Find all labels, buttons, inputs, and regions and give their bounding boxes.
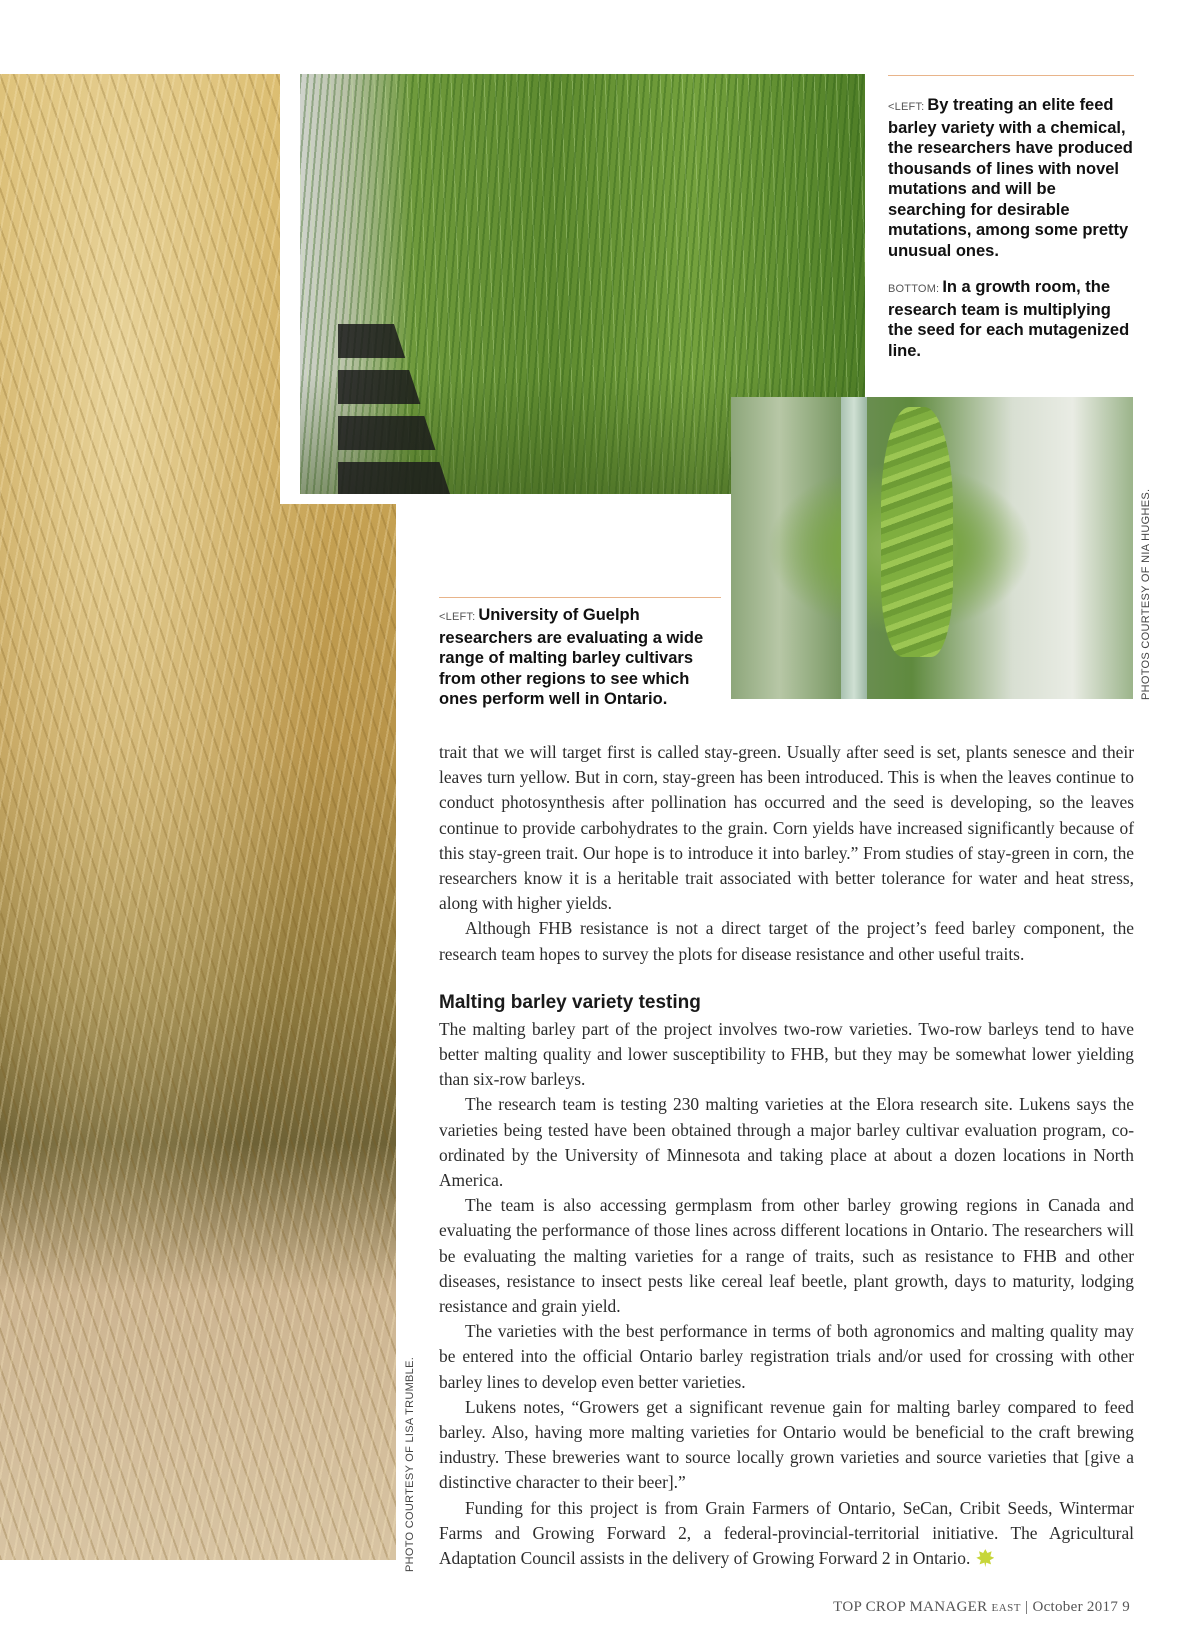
paragraph: trait that we will target first is called stay-green. Usually after seed is set, plants senesce and their leaves turn yellow. But in corn, stay-green has been introduced. This is when the leaves continue to conduct photosynthesis after pollination has occurred and the seed is developing, so the leaves continue to provide carbohydrates to the grain. Corn yields have increased significantly because of this stay-green trait. Our hope is to introduce it into barley.” From studies of stay-green in corn, the researchers know it is a heritable trait associated with better tolerance for water and heat stress, along with higher yields. <box>439 742 1134 914</box>
paragraph: Although FHB resistance is not a direct target of the project’s feed barley component, the research team hopes to survey the plots for disease resistance and other useful traits. <box>439 918 1134 964</box>
caption-rule-left <box>439 597 721 598</box>
paragraph: Lukens notes, “Growers get a significant revenue gain for malting barley compared to feed barley. Also, having more malting varieties for Ontario would be beneficial to the craft brewing industry. These breweries want to source locally grown varieties and source varieties that [give a distinctive character to their beer].” <box>439 1396 1134 1493</box>
issue-date: October 2017 <box>1032 1599 1119 1615</box>
paragraph-text: Funding for this project is from Grain Farmers of Ontario, SeCan, Cribit Seeds, Wintermar Farms and Growing Forward 2, a federal-provincial-territorial initiative. The Agricultural Adaptation Council assists in the delivery of Growing Forward 2 in Ontario. <box>439 1497 1134 1569</box>
page-number: 9 <box>1122 1599 1130 1615</box>
caption-text: In a growth room, the research team is multiplying the seed for each mutagenized line. <box>888 278 1130 360</box>
photo-credit-photos: PHOTOS COURTESY OF NIA HUGHES. <box>1140 488 1152 700</box>
page-footer <box>833 1599 1130 1616</box>
paragraph: The research team is testing 230 malting varieties at the Elora research site. Lukens says the varieties being tested have been obtained through a major barley cultivar evaluation program, co-ordinated by the University of Minnesota and taking place at about a dozen locations in North America. <box>439 1094 1134 1191</box>
caption-lead: BOTTOM: <box>888 283 940 295</box>
caption-text: University of Guelph researchers are evaluating a wide range of malting barley cultivars from other regions to see which ones perform well in Ontario. <box>439 606 704 708</box>
article-body <box>439 740 1134 1571</box>
caption-bottom <box>888 277 1138 361</box>
footer-separator: | <box>1025 1599 1029 1615</box>
caption-text: By treating an elite feed barley variety with a chemical, the researchers have produced thousands of lines with novel mutations and will be searching for desirable mutations, among some pretty unusual ones. <box>888 96 1133 260</box>
paragraph: The malting barley part of the project involves two-row varieties. Two-row barleys tend to have better malting quality and lower susceptibility to FHB, but they may be somewhat lower yielding than six-row barleys. <box>439 1018 1134 1090</box>
caption-top <box>888 95 1138 261</box>
caption-rule-top <box>888 75 1134 76</box>
paragraph-final <box>439 1496 1134 1572</box>
caption-lead: <LEFT: <box>439 611 476 623</box>
photo-credit-field: PHOTO COURTESY OF LISA TRUMBLE. <box>404 1356 416 1572</box>
section-heading: Malting barley variety testing <box>439 991 701 1013</box>
caption-lead: <LEFT: <box>888 101 925 113</box>
barley-stem <box>841 397 867 699</box>
maple-leaf-icon <box>976 1549 994 1567</box>
barley-head <box>881 407 953 657</box>
caption-left <box>439 605 729 710</box>
paragraph: The varieties with the best performance in terms of both agronomics and malting quality may be entered into the official Ontario barley registration trials and/or used for crossing with other barley lines to develop even better varieties. <box>439 1321 1134 1392</box>
paragraph: The team is also accessing germplasm from other barley growing regions in Canada and evaluating the performance of those lines across different locations in Ontario. The researchers will be evaluating the malting varieties for a range of traits, such as resistance to FHB and other diseases, resistance to insect pests like cereal leaf beetle, plant growth, days to maturity, lodging resistance and grain yield. <box>439 1195 1134 1317</box>
magazine-name: TOP CROP MANAGER <box>833 1599 988 1615</box>
barley-spike-photo <box>731 397 1133 699</box>
magazine-edition: EAST <box>991 1602 1022 1614</box>
